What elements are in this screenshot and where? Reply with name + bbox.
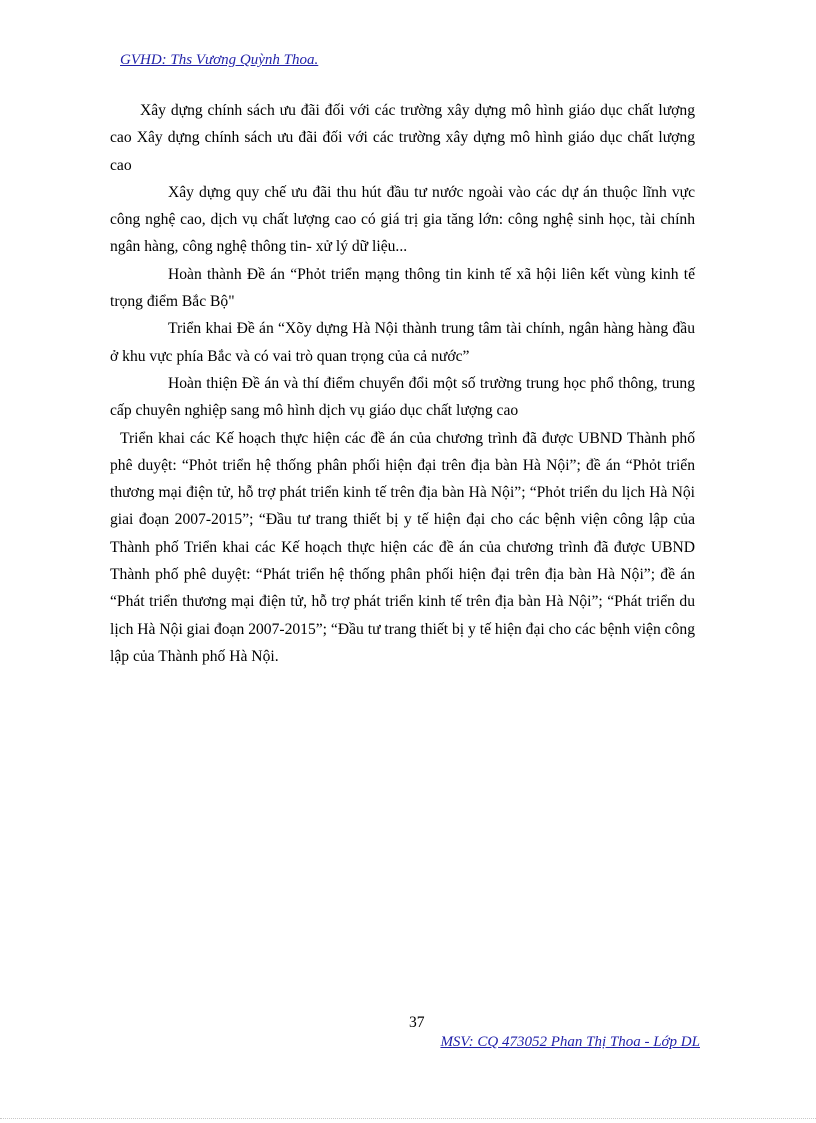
running-header: GVHD: Ths Vương Quỳnh Thoa. <box>120 52 319 68</box>
paragraph-financial-center: Triển khai Đề án “Xõy dựng Hà Nội thành trung tâm tài chính, ngân hàng hàng đầu ở khu vực phía Bắc và có vai trò quan trọng của cả nước” <box>110 320 695 365</box>
page-bottom-border <box>0 1118 816 1119</box>
document-body <box>110 97 695 670</box>
page-number: 37 <box>409 1014 425 1031</box>
paragraph-implementation-plans: Triển khai các Kế hoạch thực hiện các đề án của chương trình đã được UBND Thành phố phê duyệt: “Phỏt triển hệ thống phân phối hiện đại trên địa bàn Hà Nội”; đề án “Phỏt triển thương mại điện tử, hỗ trợ phát triển kinh tế trên địa bàn Hà Nội”; “Phỏt triển du lịch Hà Nội giai đoạn 2007-2015”; “Đầu tư trang thiết bị y tế hiện đại cho các bệnh viện công lập của Thành phố Triển khai các Kế hoạch thực hiện các đề án của chương trình đã được UBND Thành phố phê duyệt: “Phát triển hệ thống phân phối hiện đại trên địa bàn Hà Nội”; đề án “Phát triển thương mại điện tử, hỗ trợ phát triển kinh tế trên địa bàn Hà Nội”; “Phát triển du lịch Hà Nội giai đoạn 2007-2015”; “Đầu tư trang thiết bị y tế hiện đại cho các bệnh viện công lập của Thành phố Hà Nội. <box>110 429 695 665</box>
paragraph-school-pilot: Hoàn thiện Đề án và thí điểm chuyển đổi một số trường trung học phổ thông, trung cấp chuyên nghiệp sang mô hình dịch vụ giáo dục chất lượng cao <box>110 374 695 420</box>
paragraph-info-network: Hoàn thành Đề án “Phỏt triển mạng thông tin kinh tế xã hội liên kết vùng kinh tế trọng điểm Bắc Bộ" <box>110 265 695 311</box>
paragraph-foreign-investment: Xây dựng quy chế ưu đãi thu hút đầu tư nước ngoài vào các dự án thuộc lĩnh vực công nghệ cao, dịch vụ chất lượng cao có giá trị gia tăng lớn: công nghệ sinh học, tài chính ngân hàng, công nghệ thông tin- xử lý dữ liệu... <box>110 183 695 256</box>
running-footer: MSV: CQ 473052 Phan Thị Thoa - Lớp DL <box>440 1034 700 1050</box>
paragraph-quality-schools-policy: Xây dựng chính sách ưu đãi đối với các trường xây dựng mô hình giáo dục chất lượng cao Xây dựng chính sách ưu đãi đối với các trường xây dựng mô hình giáo dục chất lượng cao <box>110 102 695 174</box>
